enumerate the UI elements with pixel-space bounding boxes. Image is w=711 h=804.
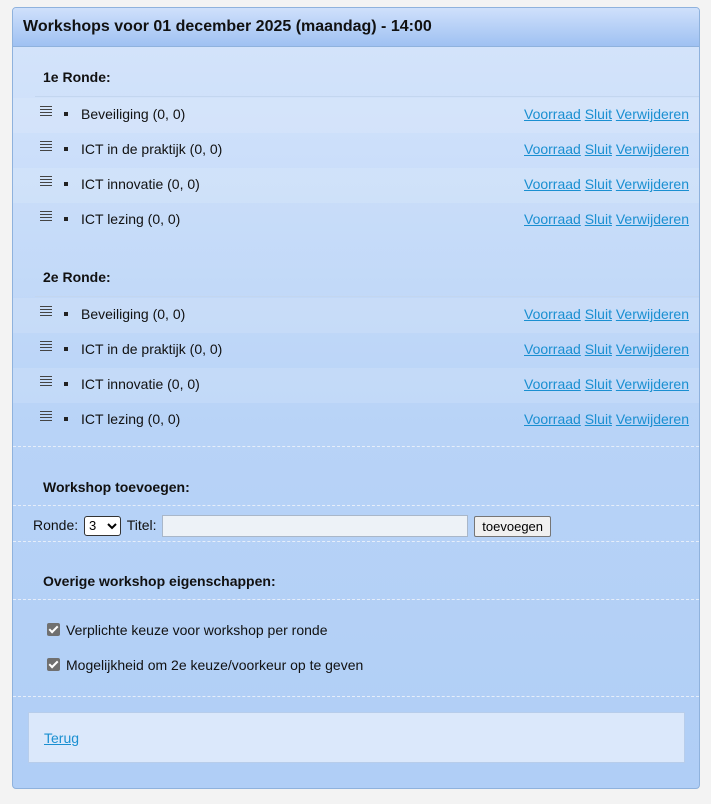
verwijderen-link[interactable]: Verwijderen <box>615 341 689 357</box>
verwijderen-link[interactable]: Verwijderen <box>615 211 689 227</box>
checkbox-checked-icon[interactable] <box>47 658 60 671</box>
workshop-actions <box>524 411 689 427</box>
drag-handle-icon[interactable] <box>40 376 52 387</box>
divider <box>35 296 699 297</box>
verplichte-keuze-option[interactable] <box>47 620 327 640</box>
workshop-actions <box>524 211 689 227</box>
verwijderen-link[interactable]: Verwijderen <box>615 176 689 192</box>
workshop-actions <box>524 176 689 192</box>
workshop-actions <box>524 141 689 157</box>
voorraad-link[interactable]: Voorraad <box>524 376 581 392</box>
workshop-actions <box>524 306 689 322</box>
back-link[interactable]: Terug <box>44 730 80 746</box>
workshop-label: ICT lezing (0, 0) <box>81 211 181 227</box>
workshop-row <box>13 403 699 438</box>
voorraad-link[interactable]: Voorraad <box>524 411 581 427</box>
drag-handle-icon[interactable] <box>40 141 52 152</box>
divider <box>13 446 699 447</box>
add-workshop-button[interactable]: toevoegen <box>474 516 551 537</box>
sluit-link[interactable]: Sluit <box>584 376 612 392</box>
bullet-icon <box>64 147 68 151</box>
sluit-link[interactable]: Sluit <box>584 341 612 357</box>
titel-input[interactable] <box>162 515 468 537</box>
footer-box <box>28 712 685 763</box>
workshop-actions <box>524 376 689 392</box>
sluit-link[interactable]: Sluit <box>584 211 612 227</box>
voorraad-link[interactable]: Voorraad <box>524 211 581 227</box>
verwijderen-link[interactable]: Verwijderen <box>615 411 689 427</box>
drag-handle-icon[interactable] <box>40 411 52 422</box>
page-title: Workshops voor 01 december 2025 (maandag) - 14:00 <box>13 8 699 47</box>
divider <box>35 96 699 97</box>
voorraad-link[interactable]: Voorraad <box>524 106 581 122</box>
sluit-link[interactable]: Sluit <box>584 141 612 157</box>
workshop-label: ICT lezing (0, 0) <box>81 411 181 427</box>
verwijderen-link[interactable]: Verwijderen <box>615 376 689 392</box>
checkbox-checked-icon[interactable] <box>47 623 60 636</box>
voorraad-link[interactable]: Voorraad <box>524 176 581 192</box>
sluit-link[interactable]: Sluit <box>584 411 612 427</box>
bullet-icon <box>64 112 68 116</box>
divider <box>13 505 699 506</box>
bullet-icon <box>64 417 68 421</box>
divider <box>13 696 699 697</box>
tweede-keuze-option[interactable] <box>47 655 363 675</box>
workshop-row <box>13 368 699 403</box>
workshop-row <box>13 168 699 203</box>
workshop-row <box>13 98 699 133</box>
bullet-icon <box>64 217 68 221</box>
drag-handle-icon[interactable] <box>40 176 52 187</box>
divider <box>13 599 699 600</box>
drag-handle-icon[interactable] <box>40 306 52 317</box>
drag-handle-icon[interactable] <box>40 106 52 117</box>
voorraad-link[interactable]: Voorraad <box>524 341 581 357</box>
voorraad-link[interactable]: Voorraad <box>524 141 581 157</box>
workshops-panel <box>12 7 700 789</box>
bullet-icon <box>64 382 68 386</box>
workshop-row <box>13 133 699 168</box>
verwijderen-link[interactable]: Verwijderen <box>615 141 689 157</box>
ronde-label: Ronde: <box>33 517 79 533</box>
verwijderen-link[interactable]: Verwijderen <box>615 106 689 122</box>
option-label: Mogelijkheid om 2e keuze/voorkeur op te geven <box>66 657 364 673</box>
workshop-label: Beveiliging (0, 0) <box>81 306 186 322</box>
bullet-icon <box>64 182 68 186</box>
verwijderen-link[interactable]: Verwijderen <box>615 306 689 322</box>
workshop-actions <box>524 341 689 357</box>
ronde-select[interactable] <box>84 516 121 536</box>
drag-handle-icon[interactable] <box>40 211 52 222</box>
add-workshop-form <box>33 513 551 537</box>
workshop-label: Beveiliging (0, 0) <box>81 106 186 122</box>
sluit-link[interactable]: Sluit <box>584 106 612 122</box>
workshop-row <box>13 298 699 333</box>
workshop-row <box>13 333 699 368</box>
option-label: Verplichte keuze voor workshop per ronde <box>66 622 328 638</box>
divider <box>13 541 699 542</box>
bullet-icon <box>64 347 68 351</box>
properties-title: Overige workshop eigenschappen: <box>43 573 276 589</box>
voorraad-link[interactable]: Voorraad <box>524 306 581 322</box>
workshop-label: ICT innovatie (0, 0) <box>81 176 200 192</box>
sluit-link[interactable]: Sluit <box>584 306 612 322</box>
bullet-icon <box>64 312 68 316</box>
workshop-label: ICT innovatie (0, 0) <box>81 376 200 392</box>
sluit-link[interactable]: Sluit <box>584 176 612 192</box>
drag-handle-icon[interactable] <box>40 341 52 352</box>
ronde-2-title: 2e Ronde: <box>43 269 111 285</box>
workshop-label: ICT in de praktijk (0, 0) <box>81 141 223 157</box>
add-workshop-title: Workshop toevoegen: <box>43 479 190 495</box>
workshop-row <box>13 203 699 238</box>
workshop-actions <box>524 106 689 122</box>
titel-label: Titel: <box>126 517 157 533</box>
ronde-1-title: 1e Ronde: <box>43 69 111 85</box>
workshop-label: ICT in de praktijk (0, 0) <box>81 341 223 357</box>
